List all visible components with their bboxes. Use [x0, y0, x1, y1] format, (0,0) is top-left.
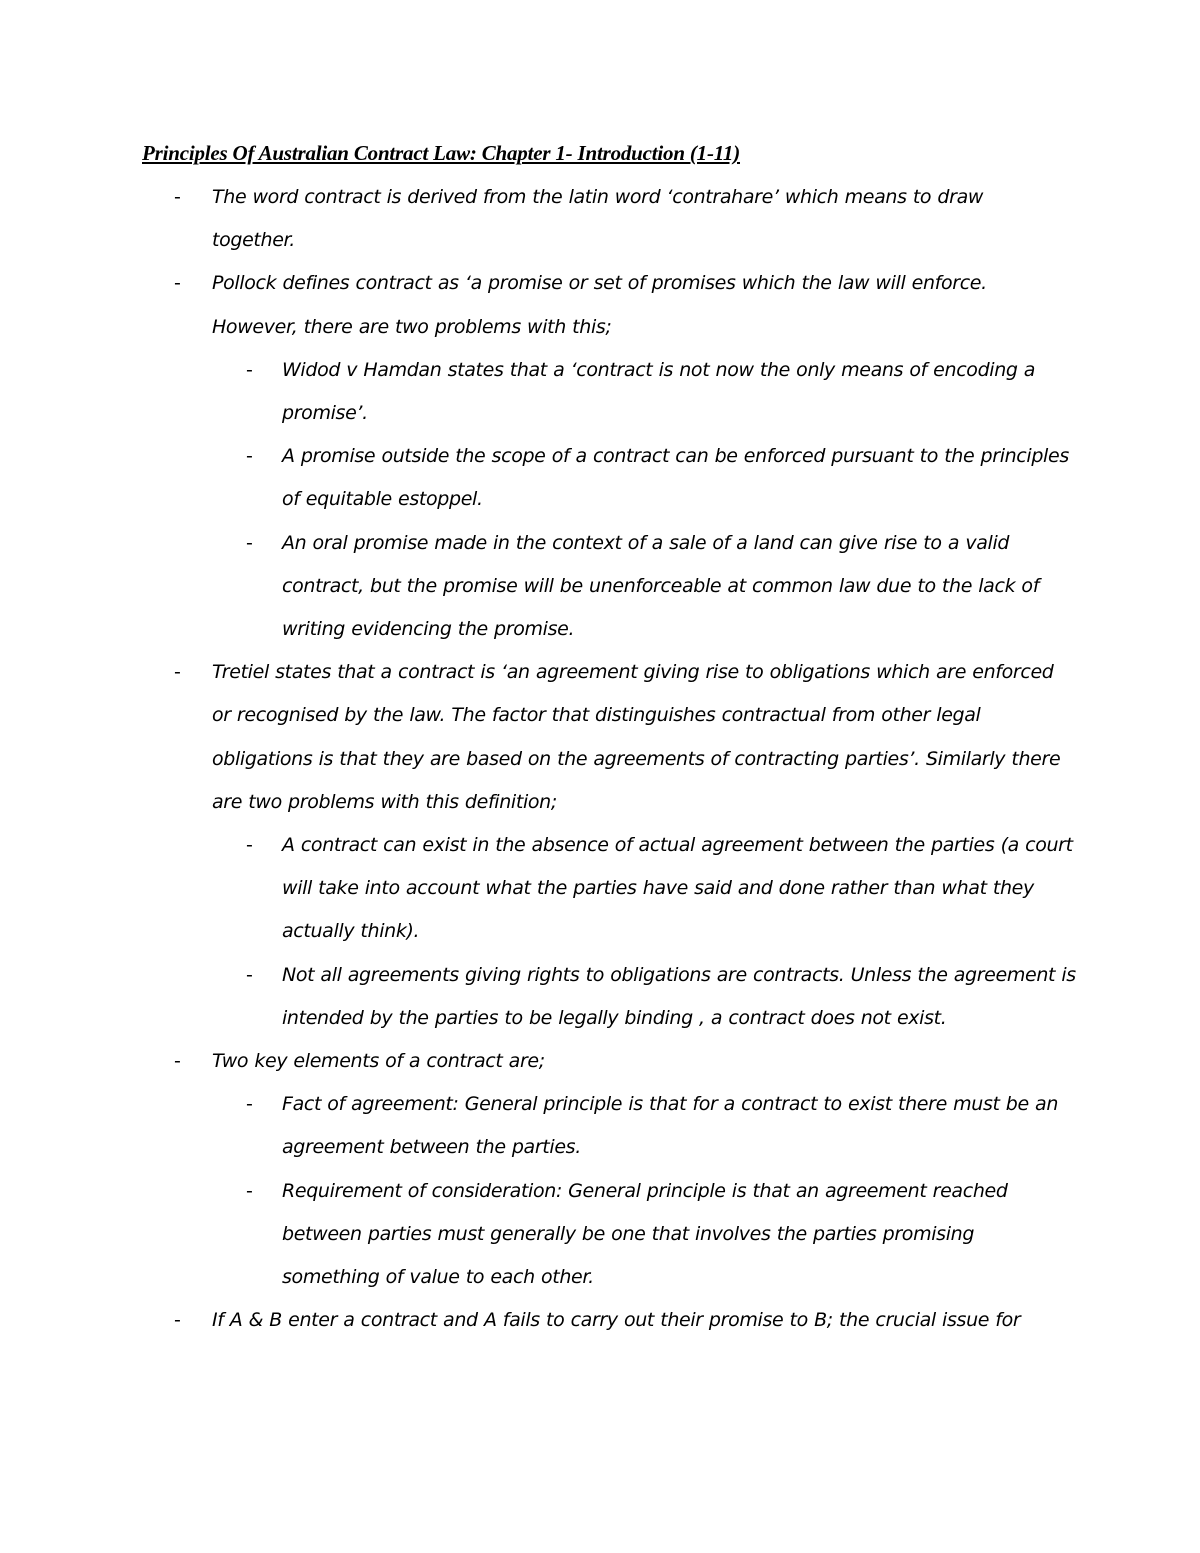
list-item-text: An oral promise made in the context of a sale of a land can give rise to a valid contract, but the promise will be unenforceable at common law due to the lack of writing evidencing the promise. — [282, 531, 1040, 641]
list-item-text: A contract can exist in the absence of actual agreement between the parties (a court will take into account what the parties have said and done rather than what they actually think). — [282, 834, 1073, 943]
list-item — [174, 651, 1072, 824]
bullet-dash: - — [246, 358, 253, 381]
bullet-list — [0, 176, 1200, 1342]
list-item-text: If A & B enter a contract and A fails to carry out their promise to B; the crucial issue for — [212, 1309, 1021, 1332]
page-title: Principles Of Australian Contract Law: Chapter 1- Introduction (1-11) — [142, 141, 740, 165]
bullet-dash: - — [246, 1093, 253, 1116]
list-item-text: Fact of agreement: General principle is that for a contract to exist there must be an agreement between the parties. — [282, 1093, 1059, 1159]
list-item-text: The word contract is derived from the latin word ‘contrahare’ which means to draw together. — [212, 186, 984, 252]
list-item — [246, 435, 1077, 521]
list-item-text: Pollock defines contract as ‘a promise or set of promises which the law will enforce. However, there are two problems with this; — [212, 272, 987, 338]
bullet-dash: - — [246, 1179, 253, 1202]
list-item — [246, 1083, 1077, 1169]
list-item-text: Two key elements of a contract are; — [212, 1050, 545, 1073]
list-item — [246, 1170, 1077, 1300]
list-item-text: Widod v Hamdan states that a ‘contract is not now the only means of encoding a promise’. — [282, 358, 1036, 425]
list-item — [246, 824, 1077, 954]
list-item-text: Requirement of consideration: General principle is that an agreement reached between parties must generally be one that involves the parties promising something of value to each other. — [282, 1179, 1008, 1289]
bullet-dash: - — [246, 531, 253, 554]
list-item-text: Tretiel states that a contract is ‘an agreement giving rise to obligations which are enforced or recognised by the law. The factor that distinguishes contractual from other legal obligations is that they are based on the agreements of contracting parties’. Similarly there are two problems with this definition; — [212, 661, 1061, 813]
list-item — [174, 262, 1072, 348]
list-item — [246, 954, 1077, 1040]
list-item — [174, 176, 1072, 262]
bullet-dash: - — [174, 1050, 181, 1073]
list-item-text: A promise outside the scope of a contract can be enforced pursuant to the principles of equitable estoppel. — [282, 445, 1069, 511]
bullet-dash: - — [174, 661, 181, 684]
bullet-dash: - — [174, 272, 181, 295]
bullet-dash: - — [246, 834, 253, 857]
list-item — [174, 1299, 1072, 1342]
bullet-dash: - — [174, 1309, 181, 1332]
list-item-text: Not all agreements giving rights to obligations are contracts. Unless the agreement is intended by the parties to be legally binding , a contract does not exist. — [282, 963, 1076, 1029]
bullet-dash: - — [246, 445, 253, 468]
list-item — [246, 522, 1077, 652]
bullet-dash: - — [174, 186, 181, 208]
list-item — [174, 1040, 1072, 1083]
bullet-dash: - — [246, 963, 253, 986]
list-item — [246, 349, 1077, 435]
